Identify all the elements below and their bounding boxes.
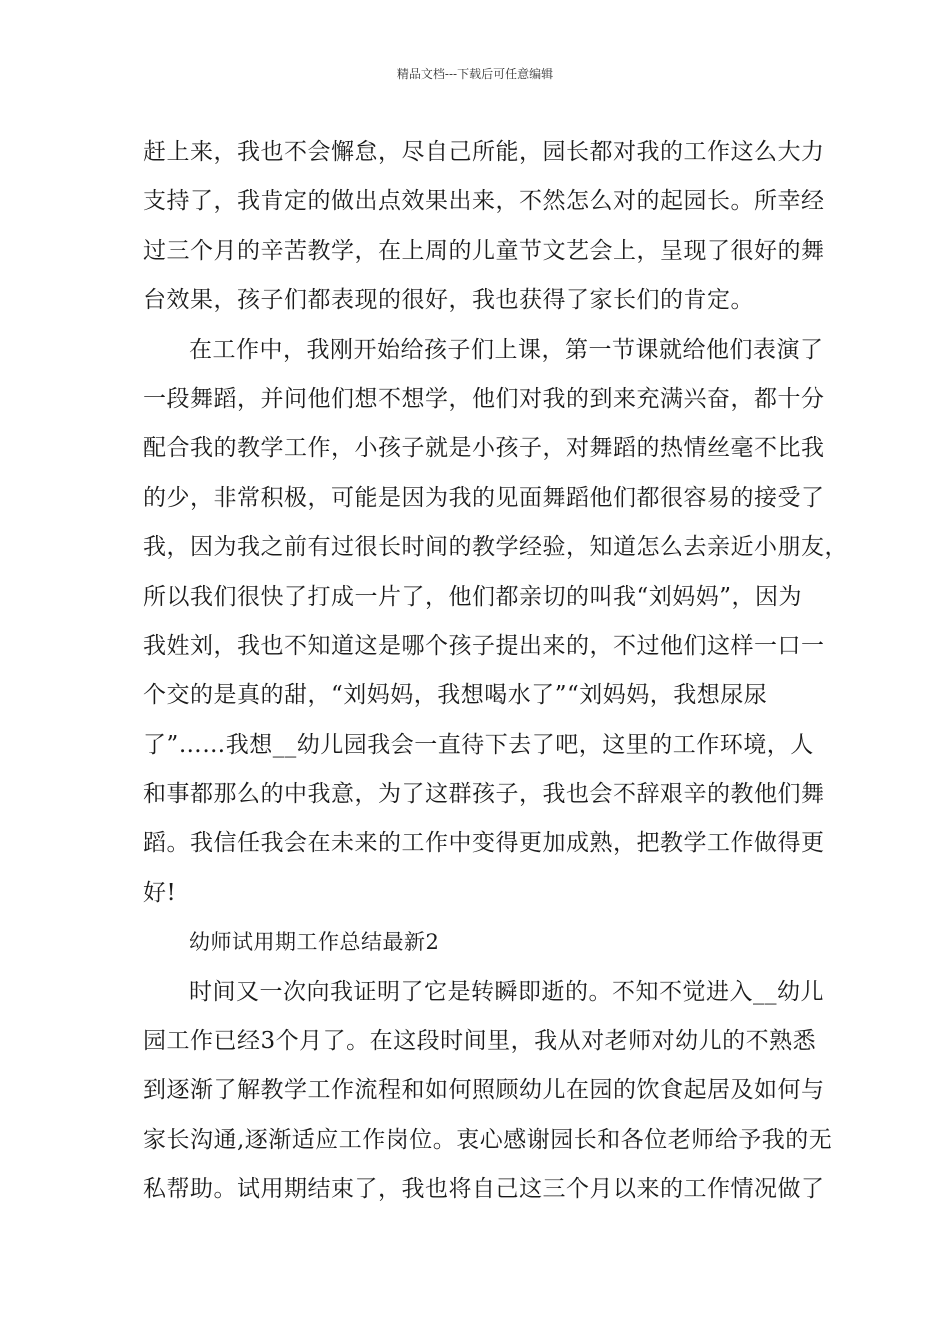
text-line: 一段舞蹈，并问他们想不想学，他们对我的到来充满兴奋，都十分 [143, 385, 825, 412]
text-line: 过三个月的辛苦教学，在上周的儿童节文艺会上，呈现了很好的舞 [143, 237, 825, 264]
text-line: 和事都那么的中我意，为了这群孩子，我也会不辞艰辛的教他们舞 [143, 781, 825, 808]
text-line: 到逐渐了解教学工作流程和如何照顾幼儿在园的饮食起居及如何与 [143, 1077, 825, 1104]
text-line: 我，因为我之前有过很长时间的教学经验，知道怎么去亲近小朋友， [143, 534, 848, 561]
text-line: 私帮助。试用期结束了，我也将自己这三个月以来的工作情况做了 [143, 1176, 825, 1203]
text-line: 支持了，我肯定的做出点效果出来，不然怎么对的起园长。所幸经 [143, 188, 825, 215]
document-body [143, 128, 848, 1215]
text-line: 了”……我想__幼儿园我会一直待下去了吧，这里的工作环境，人 [143, 731, 814, 758]
text-line: 蹈。我信任我会在未来的工作中变得更加成熟，把教学工作做得更 [143, 830, 825, 857]
text-line: 家长沟通,逐渐适应工作岗位。衷心感谢园长和各位老师给予我的无 [143, 1126, 833, 1153]
text-line: 个交的是真的甜，“刘妈妈，我想喝水了”“刘妈妈，我想尿尿 [143, 682, 768, 709]
page-header: 精品文档---下载后可任意编辑 [396, 67, 554, 81]
text-line: 我姓刘，我也不知道这是哪个孩子提出来的，不过他们这样一口一 [143, 632, 825, 659]
text-line: 的少，非常积极，可能是因为我的见面舞蹈他们都很容易的接受了 [143, 484, 825, 511]
text-line: 所以我们很快了打成一片了，他们都亲切的叫我“刘妈妈”，因为 [143, 583, 803, 610]
text-line: 赶上来，我也不会懈怠，尽自己所能，园长都对我的工作这么大力 [143, 139, 825, 165]
text-line: 配合我的教学工作，小孩子就是小孩子，对舞蹈的热情丝毫不比我 [143, 435, 825, 462]
text-line: 园工作已经3个月了。在这段时间里，我从对老师对幼儿的不熟悉 [143, 1028, 817, 1055]
paragraph-start-line: 在工作中，我刚开始给孩子们上课，第一节课就给他们表演了 [189, 336, 824, 363]
section-heading: 幼师试用期工作总结最新2 [189, 930, 440, 955]
paragraph-start-line: 时间又一次向我证明了它是转瞬即逝的。不知不觉进入__幼儿 [189, 978, 824, 1005]
text-line: 台效果，孩子们都表现的很好，我也获得了家长们的肯定。 [143, 287, 754, 314]
text-line: 好! [143, 879, 177, 906]
